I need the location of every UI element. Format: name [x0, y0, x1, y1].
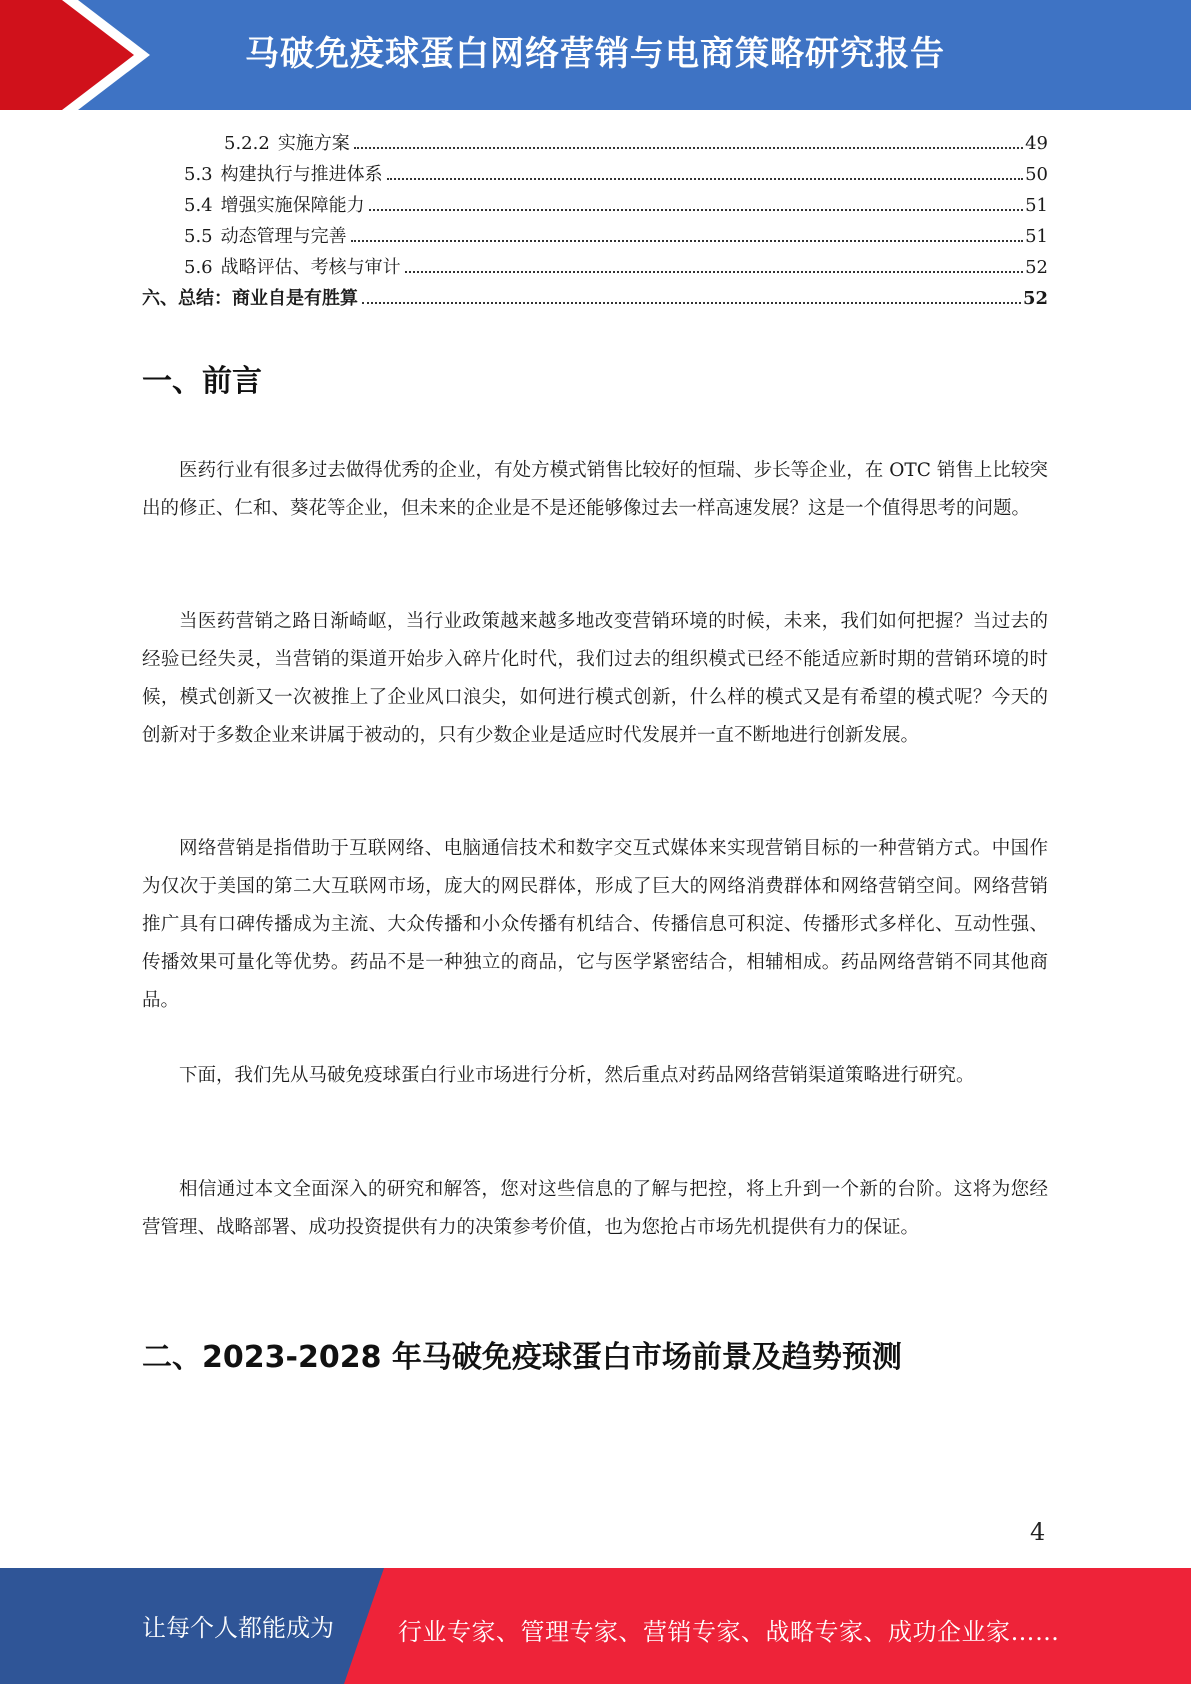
- toc-entry-number: 5.2.2: [224, 133, 270, 154]
- paragraph: 相信通过本文全面深入的研究和解答，您对这些信息的了解与把控，将上升到一个新的台阶。这将为您经营管理、战略部署、成功投资提供有力的决策参考价值，也为您抢占市场先机提供有力的保证。: [142, 1179, 1048, 1238]
- toc-entry-page: 52: [1025, 257, 1048, 278]
- header-title: 马破免疫球蛋白网络营销与电商策略研究报告: [245, 34, 945, 74]
- toc-entry[interactable]: [142, 283, 1048, 314]
- toc-entry-page: 50: [1025, 164, 1048, 185]
- toc-entry-number: 5.5: [184, 226, 213, 247]
- footer-slogan-right: 行业专家、管理专家、营销专家、战略专家、成功企业家……: [398, 1618, 1060, 1646]
- toc-leader-dots: [362, 302, 1021, 304]
- toc-leader-dots: [405, 271, 1023, 273]
- toc-leader-dots: [354, 147, 1023, 149]
- toc-entry-page: 52: [1022, 288, 1048, 309]
- toc-entry-title: 动态管理与完善: [220, 226, 347, 247]
- toc-entry-title: 六、总结：商业自是有胜算: [142, 288, 358, 309]
- toc-entry-number: 5.3: [184, 164, 213, 185]
- toc-entry-number: 5.4: [184, 195, 213, 216]
- toc-entry-page: 51: [1025, 226, 1048, 247]
- toc-entry-title: 实施方案: [277, 133, 350, 154]
- page-number: 4: [1030, 1518, 1046, 1546]
- section-heading: 二、2023-2028 年马破免疫球蛋白市场前景及趋势预测: [142, 1340, 902, 1375]
- footer-slogan-left: 让每个人都能成为: [142, 1614, 334, 1642]
- section-heading: 一、前言: [142, 364, 262, 399]
- paragraph: 下面，我们先从马破免疫球蛋白行业市场进行分析，然后重点对药品网络营销渠道策略进行研究。: [179, 1065, 975, 1086]
- toc-entry[interactable]: [142, 128, 1048, 159]
- toc-entry[interactable]: [142, 221, 1048, 252]
- table-of-contents: [142, 128, 1048, 314]
- toc-entry-number: 5.6: [184, 257, 213, 278]
- toc-entry-title: 构建执行与推进体系: [220, 164, 383, 185]
- toc-entry-page: 51: [1025, 195, 1048, 216]
- toc-entry[interactable]: [142, 190, 1048, 221]
- toc-entry-title: 增强实施保障能力: [220, 195, 365, 216]
- paragraph: 当医药营销之路日渐崎岖，当行业政策越来越多地改变营销环境的时候，未来，我们如何把握？当过去的经验已经失灵，当营销的渠道开始步入碎片化时代，我们过去的组织模式已经不能适应新时期的营销环境的时候，模式创新又一次被推上了企业风口浪尖，如何进行模式创新，什么样的模式又是有希望的模式呢？今天的创新对于多数企业来讲属于被动的，只有少数企业是适应时代发展并一直不断地进行创新发展。: [142, 611, 1048, 746]
- toc-entry[interactable]: [142, 252, 1048, 283]
- toc-leader-dots: [369, 209, 1023, 211]
- toc-leader-dots: [351, 240, 1023, 242]
- page-header: [0, 0, 1191, 110]
- toc-entry[interactable]: [142, 159, 1048, 190]
- paragraph: 网络营销是指借助于互联网络、电脑通信技术和数字交互式媒体来实现营销目标的一种营销方式。中国作为仅次于美国的第二大互联网市场，庞大的网民群体，形成了巨大的网络消费群体和网络营销空间。网络营销推广具有口碑传播成为主流、大众传播和小众传播有机结合、传播信息可积淀、传播形式多样化、互动性强、传播效果可量化等优势。药品不是一种独立的商品，它与医学紧密结合，相辅相成。药品网络营销不同其他商品。: [142, 838, 1048, 1011]
- toc-entry-page: 49: [1025, 133, 1048, 154]
- paragraph: 医药行业有很多过去做得优秀的企业，有处方模式销售比较好的恒瑞、步长等企业，在 OTC 销售上比较突出的修正、仁和、葵花等企业，但未来的企业是不是还能够像过去一样高速发展？这是一个值得思考的问题。: [142, 460, 1048, 519]
- toc-leader-dots: [387, 178, 1023, 180]
- page-footer: [0, 1568, 1191, 1684]
- toc-entry-title: 战略评估、考核与审计: [220, 257, 401, 278]
